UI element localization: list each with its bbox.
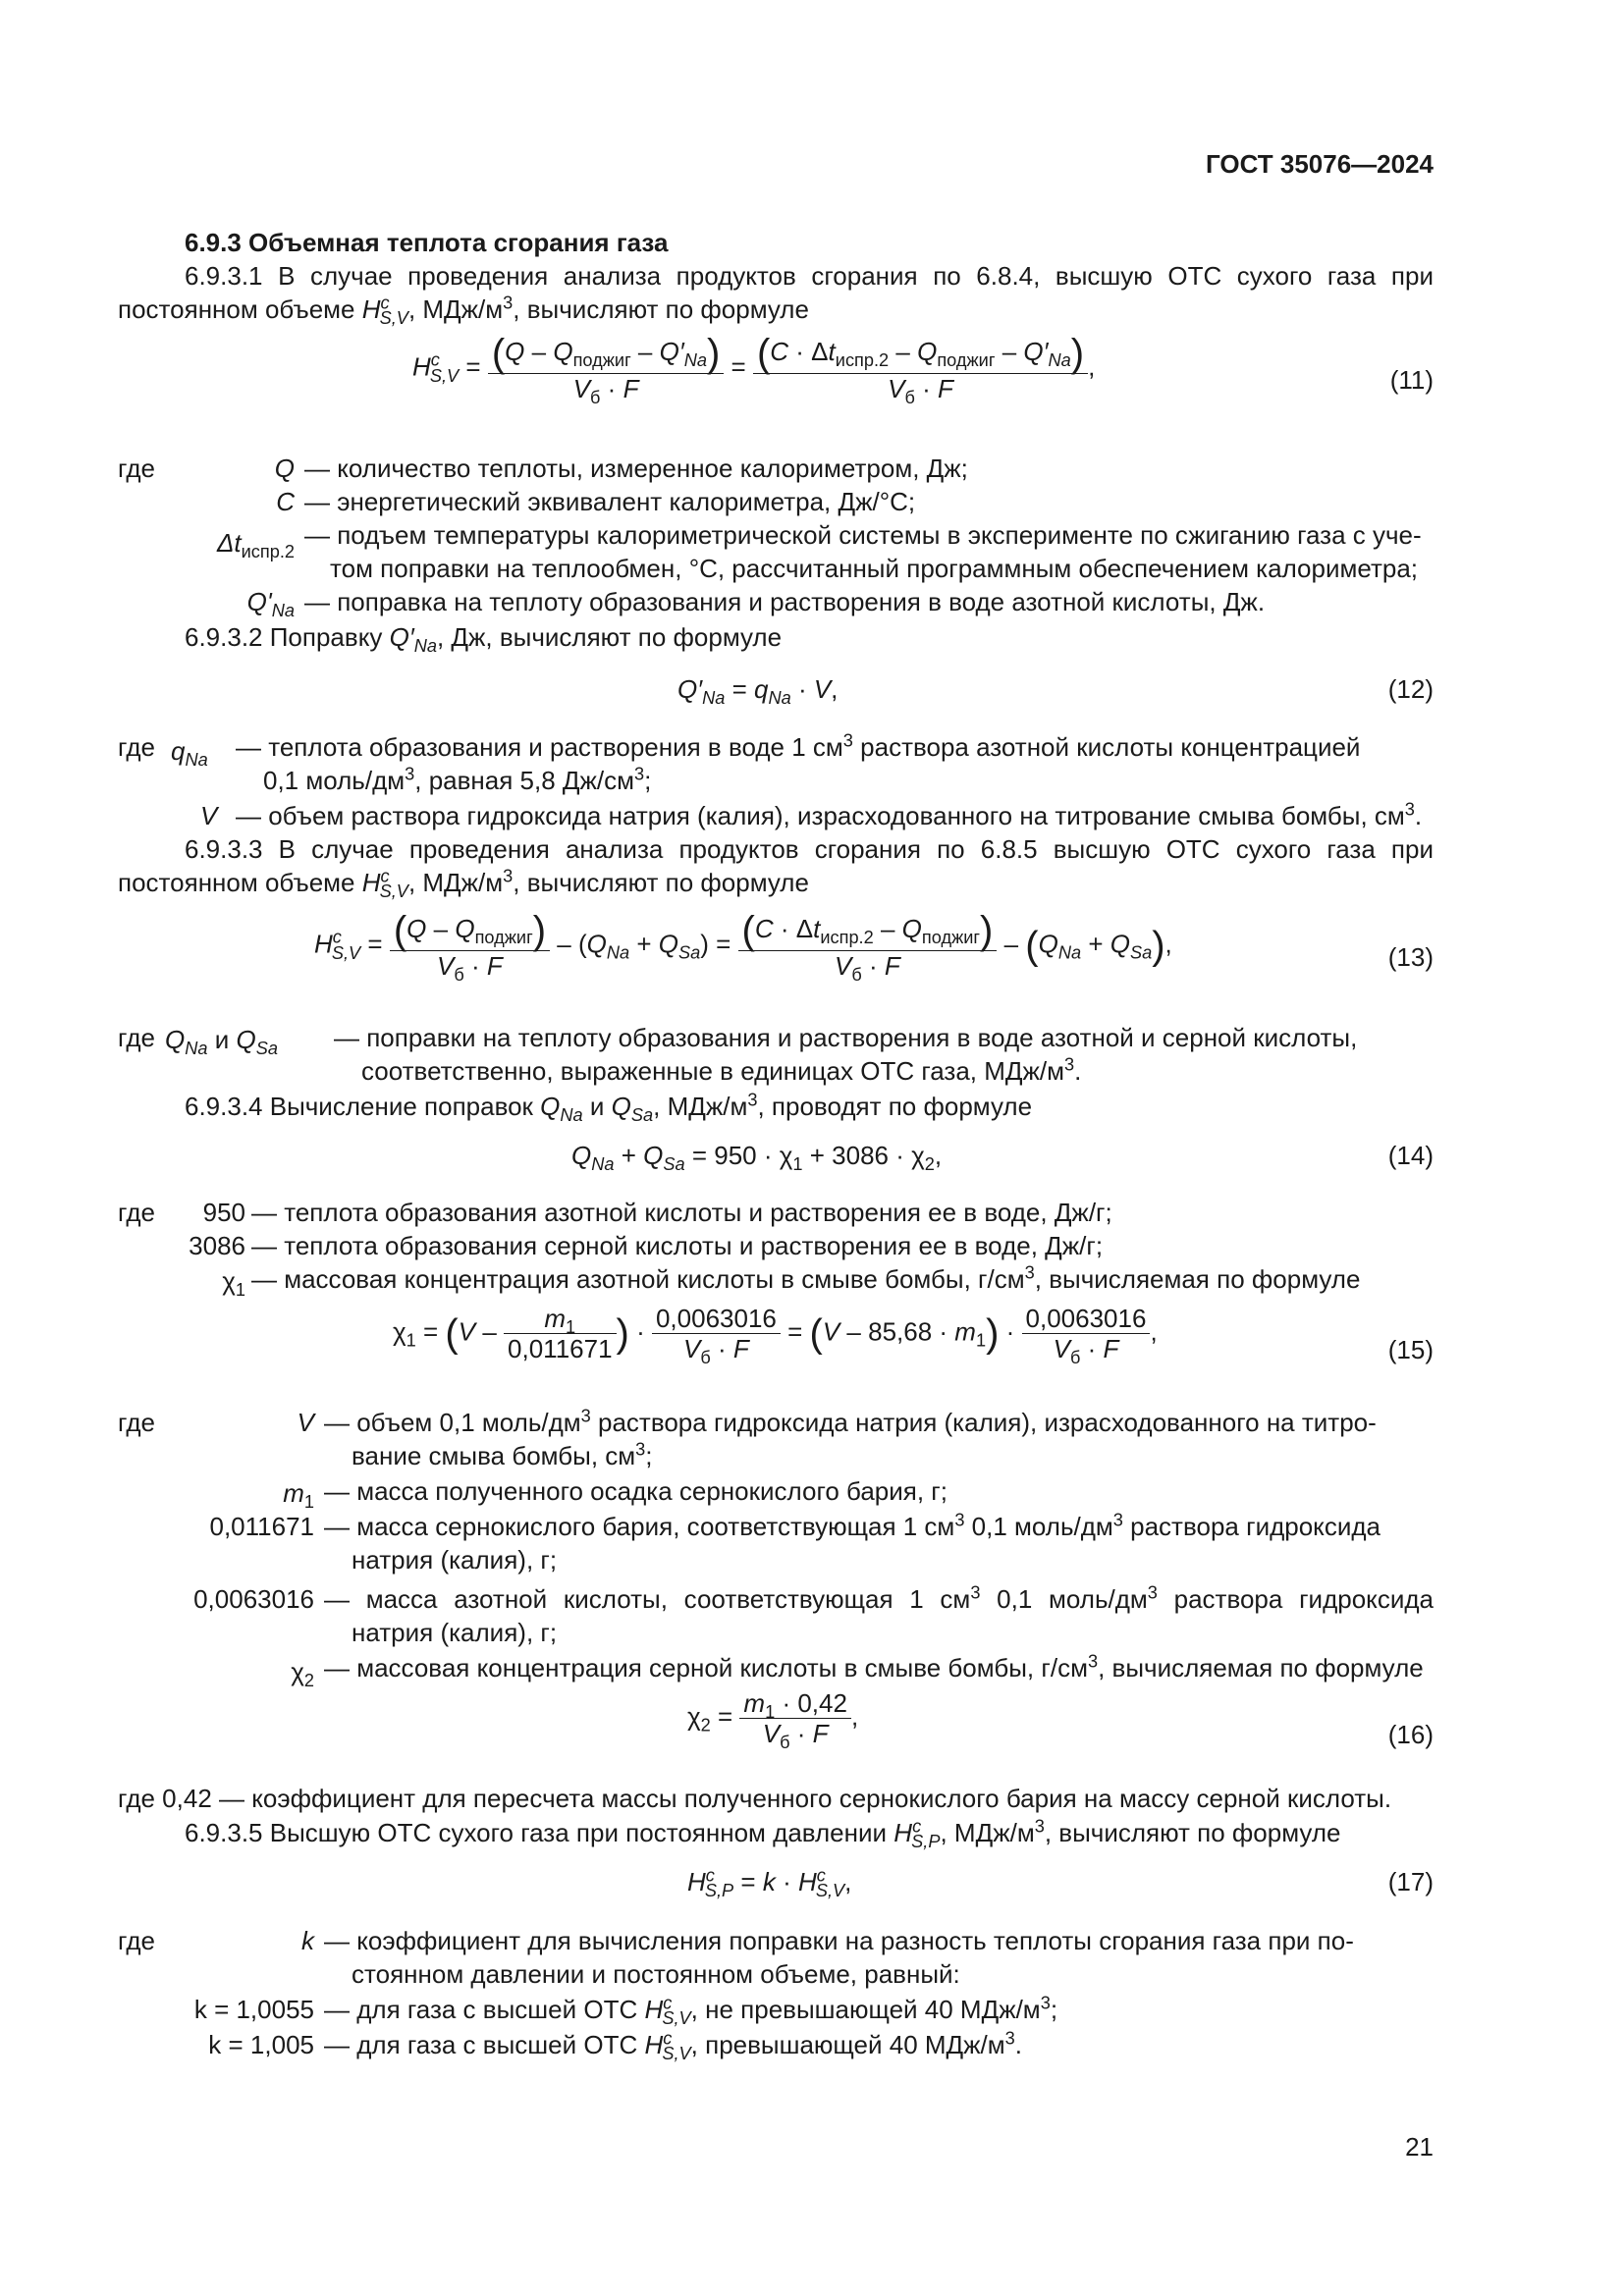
- equation-16: $\chi_2$ = $m_1 \cdot 0,42$ $V_б \cdot F$ , (16): [687, 1688, 1434, 1753]
- equation-12: $Q'_{Na} = q_{Na} \cdot V$, (12): [677, 674, 1434, 709]
- equation-number: (13): [1387, 942, 1434, 972]
- equation-13: [118, 911, 1434, 999]
- equation-number: (11): [1389, 365, 1434, 395]
- paragraph-6-9-3-3: 6.9.3.3 В случае проведения анализа продуктов сгорания по 6.8.5 высшую ОТС сухого газа при постоянном объеме $H^c_{S,V}$, МДж/$м^3$, вычисляют по формуле: [118, 834, 1434, 902]
- equation-number: (12): [1387, 674, 1434, 704]
- equation-number: (16): [1387, 1720, 1434, 1749]
- equation-number: (14): [1387, 1141, 1434, 1170]
- page-number: 21: [1405, 2132, 1434, 2162]
- standard-number: ГОСТ 35076—2024: [1206, 149, 1434, 179]
- eq13-formula: $H^c_{S,V}$ = $(Q - Q_{поджиг})$ $V_б \cdot F$ – $(Q_{Na} + Q_{Sa})$ = $(C \cdot \Delta t_{испр.2} - Q_{поджиг})$ $V_б \cdot F$ – $(Q_{Na} + Q_{Sa})$,: [314, 909, 1172, 986]
- paragraph-6-9-3-2: 6.9.3.2 Поправку $Q'_{Na}$, Дж, вычисляют по формуле: [185, 622, 783, 657]
- equation-number: (17): [1387, 1867, 1434, 1896]
- equation-17: $H^c_{S,P} = k \cdot H^c_{S,V}$, (17): [687, 1865, 1434, 1901]
- equation-number: (15): [1387, 1335, 1434, 1364]
- paragraph-6-9-3-5: 6.9.3.5 Высшую ОТС сухого газа при постоянном давлении $H^c_{S,P}$, МДж/$м^3$, вычисляют по формуле: [185, 1816, 1341, 1852]
- eq15-formula: $\chi_1 = (V$ – $\frac{m_1}{0,011671}$ ) · 0,0063016 $V_б \cdot F$ = $(V - 85,68 \cdot m_1)$ · 0,0063016 $V_б \cdot F$ ,: [393, 1304, 1158, 1368]
- paragraph-6-9-3-1: 6.9.3.1 В случае проведения анализа продуктов сгорания по 6.8.4, высшую ОТС сухого газа при постоянном объеме $H^c_{S,V}$, МДж/$м^3$, вычисляют по формуле: [118, 261, 1434, 329]
- eq11-formula: $H^c_{S,V}$ = $(Q - Q_{поджиг} - Q'_{Na})$ $V_б \cdot F$ = $(C \cdot \Delta t_{испр.2} - Q_{поджиг} - Q'_{Na})$ $V_б \cdot F$ ,: [412, 332, 1096, 408]
- equation-14: $Q_{Na} + Q_{Sa} = 950 \cdot \chi_1 + 3086 \cdot \chi_2$, (14): [571, 1141, 1434, 1175]
- paragraph-6-9-3-4: 6.9.3.4 Вычисление поправок $Q_{Na}$ и $Q_{Sa}$, МДж/$м^3$, проводят по формуле: [185, 1090, 1033, 1126]
- equation-11: [118, 334, 1434, 422]
- glossary-16: где 0,42 — коэффициент для пересчета массы полученного сернокислого бария на массу серной кислоты.: [118, 1784, 1392, 1813]
- section-title: 6.9.3 Объемная теплота сгорания газа: [185, 228, 669, 257]
- equation-15: [118, 1304, 1434, 1392]
